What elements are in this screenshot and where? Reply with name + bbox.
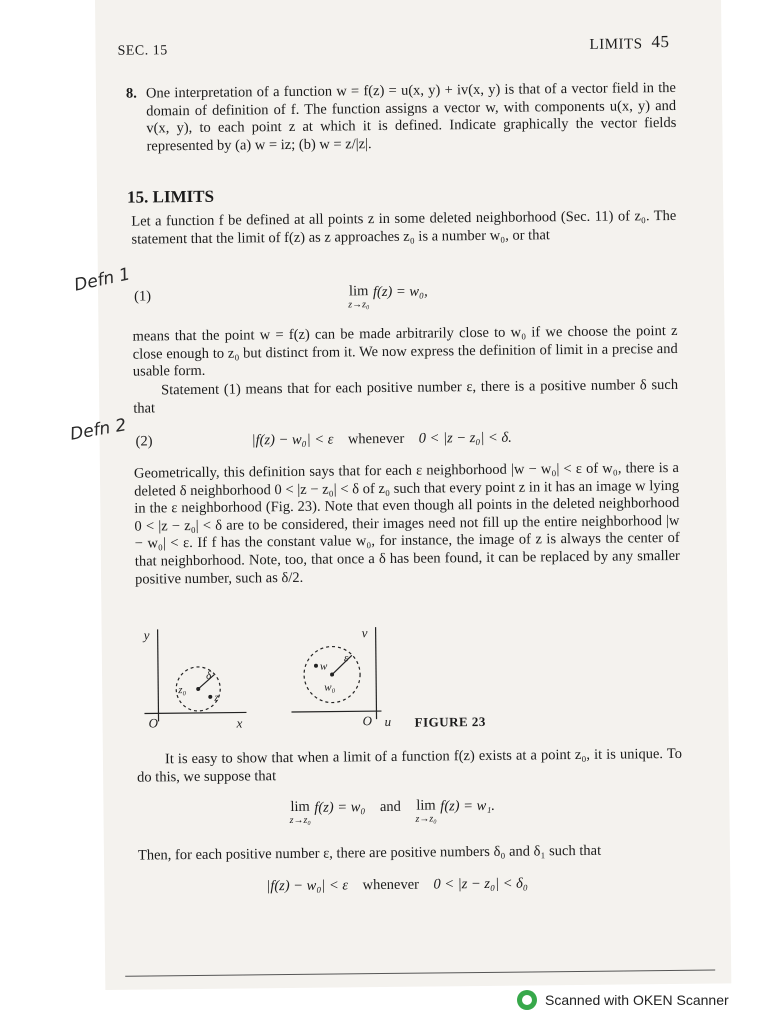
left-y-axis — [158, 629, 159, 721]
equation-number-2: (2) — [135, 433, 153, 450]
left-y-label: y — [143, 627, 150, 643]
scanner-text: Scanned with OKEN Scanner — [545, 992, 729, 1008]
right-v-label: v — [361, 625, 368, 641]
lim-subscript: z→z₀ — [348, 299, 370, 311]
running-title: LIMITS — [589, 36, 643, 53]
equation-1 — [348, 284, 428, 313]
z0-label: z₀ — [178, 684, 187, 697]
left-origin-label: O — [148, 715, 159, 731]
eq4-left: |f(z) − w₀| < ε — [266, 877, 349, 895]
eq3-and: and — [379, 798, 401, 816]
handwritten-def2: Defn 2 — [68, 415, 128, 445]
left-x-label: x — [236, 715, 243, 731]
scanner-watermark — [517, 990, 729, 1010]
paragraph-statement: Statement (1) means that for each positive number ε, there is a positive number δ such that — [133, 376, 679, 417]
figure-23 — [136, 618, 437, 736]
lim-subscript: z→z₀ — [289, 814, 311, 827]
eq2-right: 0 < |z − z₀| < δ. — [418, 429, 512, 447]
paragraph-uniqueness: It is easy to show that when a limit of a function f(z) exists at a point z₀, it is unique. To do this, we suppose that — [137, 745, 683, 786]
lim-operator: lim — [290, 798, 310, 815]
paragraph-meaning: means that the point w = f(z) can be made arbitrarily close to w₀ if we choose the point z close enough to z₀ but distinct from it. We now express the definition of limit in a precise and usable form. — [132, 322, 678, 380]
figure-caption: FIGURE 23 — [414, 713, 486, 730]
right-u-axis — [291, 711, 381, 712]
equation-4 — [266, 876, 528, 896]
section-title: 15. LIMITS — [126, 186, 215, 207]
eq2-left: |f(z) − w₀| < ε — [251, 431, 334, 449]
handwritten-def1: Defn 1 — [72, 264, 132, 296]
lim-subscript: z→z₀ — [415, 813, 437, 825]
eq3-right: f(z) = w₁. — [440, 797, 496, 815]
z-label: z — [214, 691, 219, 704]
w-point — [314, 664, 318, 668]
w0-label: w₀ — [324, 681, 336, 694]
paragraph-then: Then, for each positive number ε, there are positive numbers δ₀ and δ₁ such that — [137, 842, 602, 864]
equation-number-1: (1) — [134, 288, 152, 305]
equation-3 — [289, 798, 495, 828]
delta-label: δ — [206, 669, 212, 682]
oken-logo-icon — [517, 990, 537, 1010]
lim-operator: lim — [348, 283, 369, 300]
exercise-number: 8. — [125, 85, 137, 102]
right-origin-label: O — [362, 713, 373, 729]
right-v-axis — [376, 627, 377, 719]
paragraph-geometric: Geometrically, this definition says that for each ε neighborhood |w − w₀| < ε of w₀, there is a deleted δ neighborhood 0 < |z − z₀| < δ of z₀ such that every point z in it has an image w lying in the ε neighborhood (Fig. 23). Note that even though all points in the deleted neighborhood 0 < |z − z₀| < δ are to be considered, their images need not fill up the entire neighborhood |w − w₀| < ε. If f has the constant value w₀, for instance, the image of z is always the center of that neighborhood. Note, too, that once a δ has been found, it can be replaced by any smaller positive number, such as δ/2. — [133, 459, 680, 588]
scanned-page — [95, 0, 731, 990]
equation-1-body: f(z) = w₀, — [372, 283, 428, 301]
eq4-whenever: whenever — [362, 876, 420, 894]
eq4-right: 0 < |z − z₀| < δ₀ — [433, 875, 528, 893]
eq2-whenever: whenever — [347, 430, 405, 448]
equation-2 — [252, 430, 512, 450]
epsilon-label: ε — [343, 652, 349, 665]
w-label: w — [319, 660, 328, 673]
paragraph-intro: Let a function f be defined at all points z in some deleted neighborhood (Sec. 11) of z₀. The statement that the limit of f(z) as z approaches z₀ is a number w₀, or that — [131, 207, 677, 248]
z-point — [208, 695, 212, 699]
bottom-rule — [125, 970, 715, 977]
epsilon-radius — [332, 655, 352, 674]
right-u-label: u — [384, 713, 392, 730]
page-number: 45 — [651, 31, 670, 52]
eq3-left: f(z) = w₀ — [314, 799, 366, 816]
section-label: SEC. 15 — [117, 43, 168, 59]
left-x-axis — [144, 712, 246, 713]
lim-operator: lim — [416, 797, 436, 814]
exercise-text: One interpretation of a function w = f(z) = u(x, y) + iv(x, y) is that of a vector field in the domain of definition of f. The function assigns a vector w, with components u(x, y) and v(x, y), to each point z at which it is defined. Indicate graphically the vector fields represented by (a) w = iz; (b) w = z/|z|. — [145, 79, 677, 155]
